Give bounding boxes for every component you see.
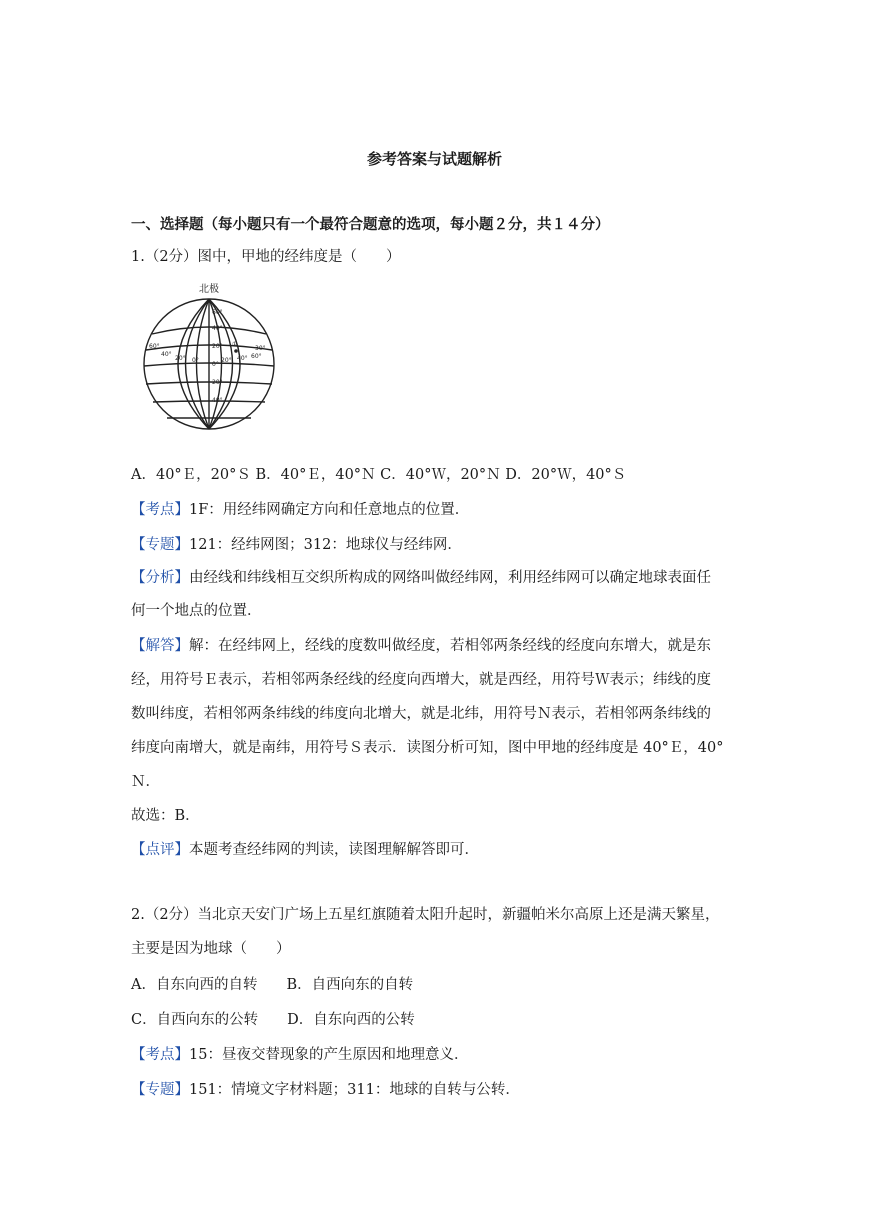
point-jia-label: ① bbox=[232, 341, 238, 348]
q1-dianping bbox=[131, 840, 479, 860]
lat-label-20: 20° bbox=[212, 343, 223, 350]
q2-options-2: C．自西向东的公转 D．自东向西的公转 bbox=[131, 1012, 415, 1028]
fenxi-text-1: 由经线和纬线相互交织所构成的网络叫做经纬网，利用经纬网可以确定地球表面任 bbox=[189, 570, 711, 586]
q1-jieda-2: 经，用符号Ｅ表示，若相邻两条经线的经度向西增大，就是西经，用符号Ｗ表示；纬线的度 bbox=[131, 672, 711, 688]
lat-label-20s: 20° bbox=[212, 379, 223, 386]
dianping-text: 本题考查经纬网的判读，读图理解解答即可． bbox=[189, 842, 479, 858]
q2-kaodian-text: 15：昼夜交替现象的产生原因和地理意义． bbox=[189, 1047, 469, 1063]
q2-zhuanti-tag: 【专题】 bbox=[131, 1082, 189, 1098]
lat-label-40: 40° bbox=[212, 325, 223, 332]
q1-zhuanti bbox=[131, 535, 462, 555]
globe-figure bbox=[129, 280, 289, 440]
jieda-text-1: 解：在经纬网上，经线的度数叫做经度，若相邻两条经线的经度向东增大，就是东 bbox=[189, 638, 711, 654]
kaodian-text: 1F：用经纬网确定方向和任意地点的位置． bbox=[189, 502, 470, 518]
lon-label-e20: 20° bbox=[221, 357, 232, 364]
q1-fenxi-2: 何一个地点的位置． bbox=[131, 603, 262, 619]
lon-label-e40: 40° bbox=[237, 355, 248, 362]
page-title: 参考答案与试题解析 bbox=[366, 150, 502, 168]
lon-label-0: 0° bbox=[192, 357, 199, 364]
q2-zhuanti bbox=[131, 1080, 520, 1100]
q1-kaodian bbox=[131, 500, 469, 520]
q1-fenxi bbox=[131, 568, 711, 588]
q2-stem-1: 2.（2分）当北京天安门广场上五星红旗随着太阳升起时，新疆帕米尔高原上还是满天繁星， bbox=[131, 907, 720, 923]
globe-grid bbox=[144, 299, 274, 429]
kaodian-tag: 【考点】 bbox=[131, 502, 189, 518]
fenxi-tag: 【分析】 bbox=[131, 570, 189, 586]
q1-jieda bbox=[131, 636, 711, 656]
section-heading: 一、选择题（每小题只有一个最符合题意的选项，每小题２分，共１４分） bbox=[131, 216, 610, 233]
q2-options-1: A．自东向西的自转 B．自西向东的自转 bbox=[131, 977, 414, 993]
zhuanti-tag: 【专题】 bbox=[131, 537, 189, 553]
q2-kaodian bbox=[131, 1045, 468, 1065]
zhuanti-text: 121：经纬网图；312：地球仪与经纬网． bbox=[189, 537, 462, 553]
lon-label-60: 60° bbox=[251, 353, 262, 360]
jieda-tag: 【解答】 bbox=[131, 638, 189, 654]
lon-label-w40: 40° bbox=[161, 351, 172, 358]
dianping-tag: 【点评】 bbox=[131, 842, 189, 858]
q2-kaodian-tag: 【考点】 bbox=[131, 1047, 189, 1063]
globe-degree-labels bbox=[149, 309, 266, 404]
q2-zhuanti-text: 151：情境文字材料题；311：地球的自转与公转． bbox=[189, 1082, 520, 1098]
lon-label-w60: 60° bbox=[149, 343, 160, 350]
q1-options: A．40°Ｅ，20°Ｓ B．40°Ｅ，40°Ｎ C．40°Ｗ，20°Ｎ D．20°Ｗ，40°Ｓ bbox=[131, 467, 627, 483]
q1-jieda-4: 纬度向南增大，就是南纬，用符号Ｓ表示．读图分析可知，图中甲地的经纬度是 40°Ｅ，40° bbox=[131, 740, 724, 756]
lat-label-40s: 40° bbox=[212, 397, 223, 404]
north-pole-label: 北极 bbox=[199, 284, 219, 295]
lat-label-0: 0° bbox=[212, 361, 219, 368]
lon-label-w20: 20° bbox=[175, 355, 186, 362]
point-jia-marker bbox=[234, 349, 238, 353]
q1-jieda-3: 数叫纬度，若相邻两条纬线的纬度向北增大，就是北纬，用符号Ｎ表示，若相邻两条纬线的 bbox=[131, 706, 711, 722]
q1-jieda-5: Ｎ． bbox=[131, 774, 160, 790]
lat-label-60: 60° bbox=[212, 309, 223, 316]
q1-stem: 1.（2分）图中，甲地的经纬度是（ ） bbox=[131, 249, 401, 265]
q1-answer: 故选：B． bbox=[131, 808, 200, 824]
q2-stem-2: 主要是因为地球（ ） bbox=[131, 941, 291, 957]
lon-label-30: 30° bbox=[255, 345, 266, 352]
